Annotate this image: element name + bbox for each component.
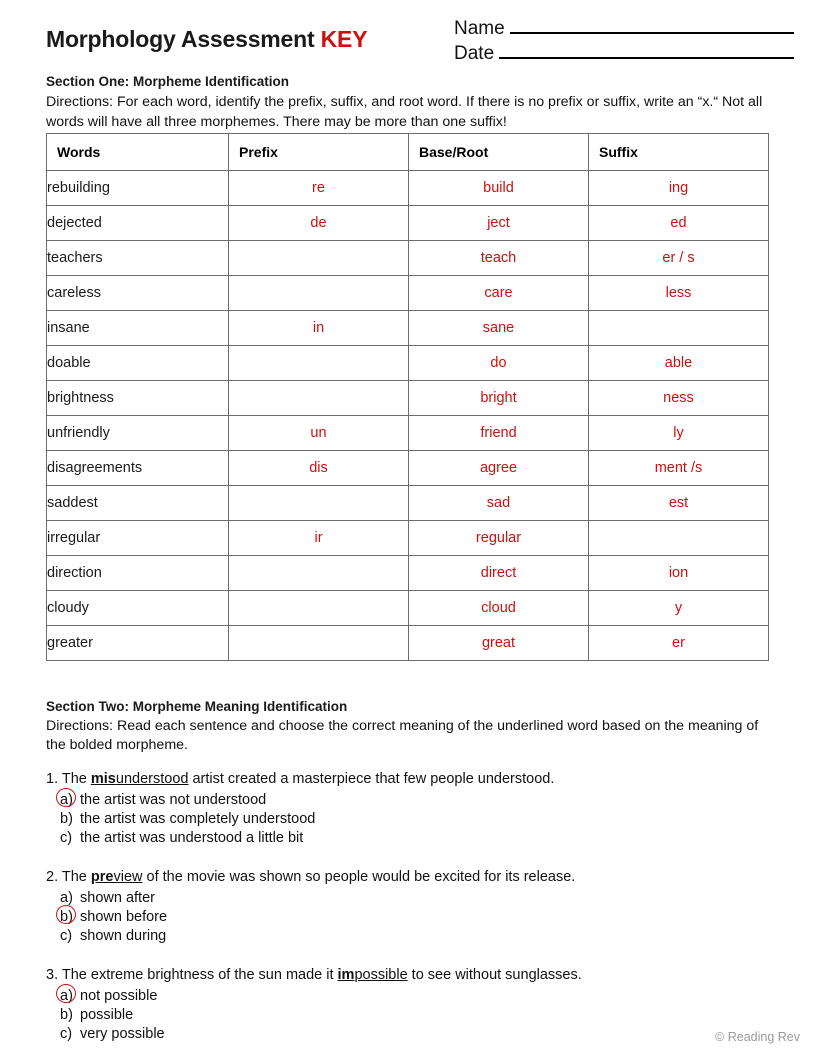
cell-suffix-answer[interactable]: y (589, 591, 769, 626)
stem-text-after: to see without sunglasses. (407, 967, 582, 983)
cell-suffix-answer[interactable] (589, 521, 769, 556)
question-block (46, 868, 746, 946)
choice-text: the artist was not understood (80, 792, 267, 808)
cell-word: doable (47, 346, 229, 381)
cell-base-root-answer[interactable]: sad (409, 486, 589, 521)
question-block (46, 770, 746, 848)
cell-prefix-answer[interactable] (229, 346, 409, 381)
table-row (47, 556, 769, 591)
cell-suffix-answer[interactable]: er / s (589, 241, 769, 276)
table-row (47, 451, 769, 486)
cell-prefix-answer[interactable]: in (229, 311, 409, 346)
cell-base-root-answer[interactable]: care (409, 276, 589, 311)
cell-base-root-answer[interactable]: great (409, 626, 589, 661)
cell-base-root-answer[interactable]: cloud (409, 591, 589, 626)
cell-base-root-answer[interactable]: regular (409, 521, 589, 556)
choice-label: b) (60, 908, 80, 927)
cell-prefix-answer[interactable] (229, 381, 409, 416)
cell-prefix-answer[interactable] (229, 276, 409, 311)
page-header (46, 18, 780, 78)
choice-label: b) (60, 1007, 73, 1023)
column-header-base-root: Base/Root (409, 134, 589, 171)
cell-word: insane (47, 311, 229, 346)
table-row (47, 311, 769, 346)
cell-base-root-answer[interactable]: ject (409, 206, 589, 241)
answer-choice[interactable] (46, 829, 746, 848)
cell-prefix-answer[interactable] (229, 626, 409, 661)
table-row (47, 591, 769, 626)
table-row (47, 346, 769, 381)
cell-base-root-answer[interactable]: bright (409, 381, 589, 416)
underlined-word-remainder: view (113, 869, 143, 885)
table-row (47, 241, 769, 276)
cell-prefix-answer[interactable] (229, 486, 409, 521)
page-title (46, 26, 367, 53)
morpheme-identification-table (46, 133, 769, 661)
table-body (47, 171, 769, 661)
choice-label: c) (60, 928, 73, 944)
cell-word: rebuilding (47, 171, 229, 206)
question-block (46, 966, 746, 1044)
section-one-directions: Directions: For each word, identify the prefix, suffix, and root word. If there is no prefix or suffix, write an “x.“ Not all words will have all three morphemes. There may be more than one suffix! (46, 94, 763, 130)
cell-base-root-answer[interactable]: friend (409, 416, 589, 451)
stem-text-before: The (61, 869, 91, 885)
underlined-word-remainder: possible (354, 967, 408, 983)
cell-suffix-answer[interactable]: er (589, 626, 769, 661)
question-number: 3. (46, 967, 59, 983)
cell-word: greater (47, 626, 229, 661)
cell-prefix-answer[interactable] (229, 556, 409, 591)
cell-suffix-answer[interactable]: ing (589, 171, 769, 206)
cell-word: dejected (47, 206, 229, 241)
choice-text: not possible (80, 988, 158, 1004)
answer-choice[interactable] (46, 1025, 746, 1044)
section-one-heading: Section One: Morpheme Identification (46, 74, 290, 89)
cell-base-root-answer[interactable]: teach (409, 241, 589, 276)
cell-word: irregular (47, 521, 229, 556)
cell-base-root-answer[interactable]: do (409, 346, 589, 381)
answer-choice-selected[interactable] (46, 987, 746, 1006)
cell-base-root-answer[interactable]: direct (409, 556, 589, 591)
cell-word: disagreements (47, 451, 229, 486)
answer-choice[interactable] (46, 810, 746, 829)
cell-word: saddest (47, 486, 229, 521)
cell-suffix-answer[interactable]: ion (589, 556, 769, 591)
cell-word: teachers (47, 241, 229, 276)
choice-label: a) (60, 987, 80, 1006)
answer-choice[interactable] (46, 889, 746, 908)
copyright-credit: © Reading Rev (715, 1030, 800, 1044)
choice-text: shown before (80, 909, 168, 925)
choice-text: the artist was understood a little bit (80, 830, 304, 846)
cell-prefix-answer[interactable] (229, 241, 409, 276)
table-row (47, 416, 769, 451)
cell-prefix-answer[interactable]: re (229, 171, 409, 206)
date-field-row (454, 43, 794, 65)
choice-label: c) (60, 1026, 73, 1042)
answer-choice-selected[interactable] (46, 791, 746, 810)
stem-text-after: of the movie was shown so people would be excited for its release. (142, 869, 576, 885)
questions-list (46, 770, 746, 1064)
choice-text: possible (80, 1007, 134, 1023)
cell-prefix-answer[interactable]: un (229, 416, 409, 451)
name-date-block (454, 18, 794, 68)
table-row (47, 171, 769, 206)
choice-text: the artist was completely understood (80, 811, 316, 827)
cell-word: cloudy (47, 591, 229, 626)
table-row (47, 206, 769, 241)
question-number: 2. (46, 869, 59, 885)
column-header-prefix: Prefix (229, 134, 409, 171)
page-title-main: Morphology Assessment (46, 26, 321, 52)
bolded-morpheme: pre (90, 869, 114, 885)
choice-label: c) (60, 830, 73, 846)
section-two-heading: Section Two: Morpheme Meaning Identification (46, 699, 348, 714)
page-title-key: KEY (320, 26, 368, 52)
name-field-row (454, 18, 794, 40)
bolded-morpheme: mis (90, 771, 116, 787)
date-input-line[interactable] (499, 43, 794, 59)
cell-base-root-answer[interactable]: sane (409, 311, 589, 346)
choice-text: shown during (80, 928, 167, 944)
table-header-row (47, 134, 769, 171)
name-input-line[interactable] (510, 18, 794, 34)
date-label: Date (454, 43, 495, 64)
table-row (47, 521, 769, 556)
cell-prefix-answer[interactable]: dis (229, 451, 409, 486)
cell-word: careless (47, 276, 229, 311)
underlined-word-remainder: understood (115, 771, 189, 787)
cell-suffix-answer[interactable]: able (589, 346, 769, 381)
choice-label: a) (60, 890, 73, 906)
column-header-words: Words (47, 134, 229, 171)
cell-word: direction (47, 556, 229, 591)
choice-label: b) (60, 811, 73, 827)
table-row (47, 276, 769, 311)
cell-suffix-answer[interactable]: est (589, 486, 769, 521)
cell-suffix-answer[interactable] (589, 311, 769, 346)
name-label: Name (454, 18, 505, 39)
answer-choice[interactable] (46, 1006, 746, 1025)
stem-text-before: The (61, 771, 91, 787)
stem-text-after: artist created a masterpiece that few people understood. (188, 771, 555, 787)
cell-suffix-answer[interactable]: ed (589, 206, 769, 241)
cell-word: brightness (47, 381, 229, 416)
cell-base-root-answer[interactable]: agree (409, 451, 589, 486)
table-row (47, 381, 769, 416)
choice-text: very possible (80, 1026, 165, 1042)
question-stem (46, 966, 746, 985)
choice-text: shown after (80, 890, 155, 906)
column-header-suffix: Suffix (589, 134, 769, 171)
stem-text-before: The extreme brightness of the sun made it (61, 967, 338, 983)
cell-suffix-answer[interactable]: ly (589, 416, 769, 451)
cell-prefix-answer[interactable]: ir (229, 521, 409, 556)
question-number: 1. (46, 771, 59, 787)
question-stem (46, 868, 746, 887)
cell-base-root-answer[interactable]: build (409, 171, 589, 206)
cell-suffix-answer[interactable]: less (589, 276, 769, 311)
cell-word: unfriendly (47, 416, 229, 451)
bolded-morpheme: im (337, 967, 355, 983)
cell-suffix-answer[interactable]: ness (589, 381, 769, 416)
cell-prefix-answer[interactable] (229, 591, 409, 626)
section-two-directions: Directions: Read each sentence and choose the correct meaning of the underlined word based on the meaning of the bolded morpheme. (46, 718, 759, 753)
question-stem (46, 770, 746, 789)
answer-choice-selected[interactable] (46, 908, 746, 927)
cell-suffix-answer[interactable]: ment /s (589, 451, 769, 486)
table-row (47, 626, 769, 661)
choice-label: a) (60, 791, 80, 810)
answer-choice[interactable] (46, 927, 746, 946)
table-row (47, 486, 769, 521)
cell-prefix-answer[interactable]: de (229, 206, 409, 241)
